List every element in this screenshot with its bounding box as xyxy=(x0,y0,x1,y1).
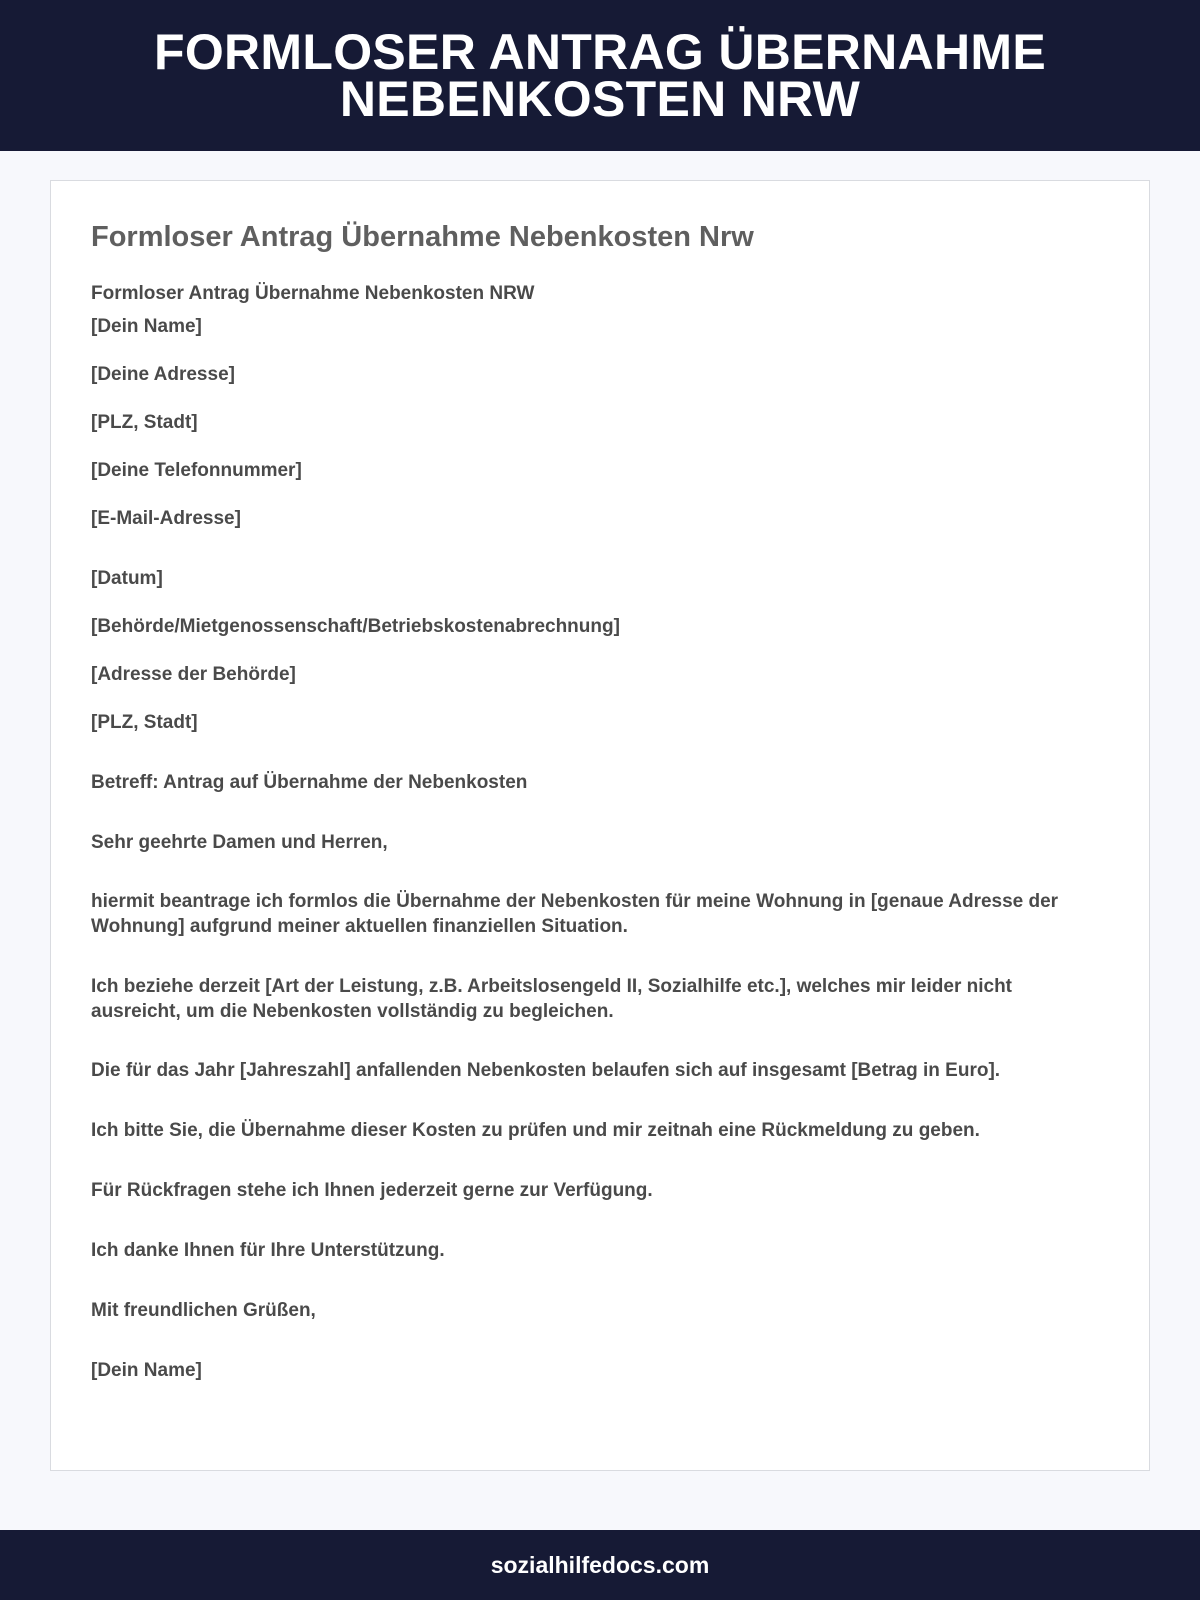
letter-salutation: Sehr geehrte Damen und Herren, xyxy=(91,832,388,853)
letter-paragraph-6: Ich danke Ihnen für Ihre Unterstützung. xyxy=(91,1240,445,1261)
letter-subject: Betreff: Antrag auf Übernahme der Nebenkosten xyxy=(91,772,528,793)
document-card xyxy=(50,180,1150,1471)
letter-paragraph-5: Für Rückfragen stehe ich Ihnen jederzeit gerne zur Verfügung. xyxy=(91,1180,653,1201)
letter-closing: Mit freundlichen Grüßen, xyxy=(91,1300,316,1321)
letter-paragraph-1: hiermit beantrage ich formlos die Übernahme der Nebenkosten für meine Wohnung in [genaue Adresse der Wohnung] aufgrund meiner aktuellen finanziellen Situation. xyxy=(91,891,1059,937)
footer-site-link[interactable]: sozialhilfedocs.com xyxy=(490,1551,710,1578)
document-subtitle: Formloser Antrag Übernahme Nebenkosten NRW xyxy=(91,283,535,304)
letter-signature: [Dein Name] xyxy=(91,1360,202,1381)
document-title: Formloser Antrag Übernahme Nebenkosten Nrw xyxy=(91,221,754,253)
recipient-address: [Adresse der Behörde] xyxy=(91,664,296,685)
letter-paragraph-3: Die für das Jahr [Jahreszahl] anfallenden Nebenkosten belaufen sich auf insgesamt [Betrag in Euro]. xyxy=(91,1060,1001,1081)
sender-name: [Dein Name] xyxy=(91,316,202,337)
letter-paragraph-4: Ich bitte Sie, die Übernahme dieser Kosten zu prüfen und mir zeitnah eine Rückmeldung zu geben. xyxy=(91,1120,980,1141)
page-footer xyxy=(0,1530,1200,1600)
sender-phone: [Deine Telefonnummer] xyxy=(91,460,302,481)
letter-date: [Datum] xyxy=(91,568,163,589)
sender-address: [Deine Adresse] xyxy=(91,364,235,385)
recipient-name: [Behörde/Mietgenossenschaft/Betriebskostenabrechnung] xyxy=(91,616,620,637)
letter-paragraph-2: Ich beziehe derzeit [Art der Leistung, z.B. Arbeitslosengeld II, Sozialhilfe etc.], welches mir leider nicht ausreicht, um die Nebenkosten vollständig zu begleichen. xyxy=(91,976,1012,1022)
sender-city: [PLZ, Stadt] xyxy=(91,412,198,433)
recipient-city: [PLZ, Stadt] xyxy=(91,712,198,733)
page-header xyxy=(0,0,1200,151)
page-title: FORMLOSER ANTRAG ÜBERNAHME NEBENKOSTEN NRW xyxy=(153,23,1047,127)
sender-email: [E-Mail-Adresse] xyxy=(91,508,241,529)
